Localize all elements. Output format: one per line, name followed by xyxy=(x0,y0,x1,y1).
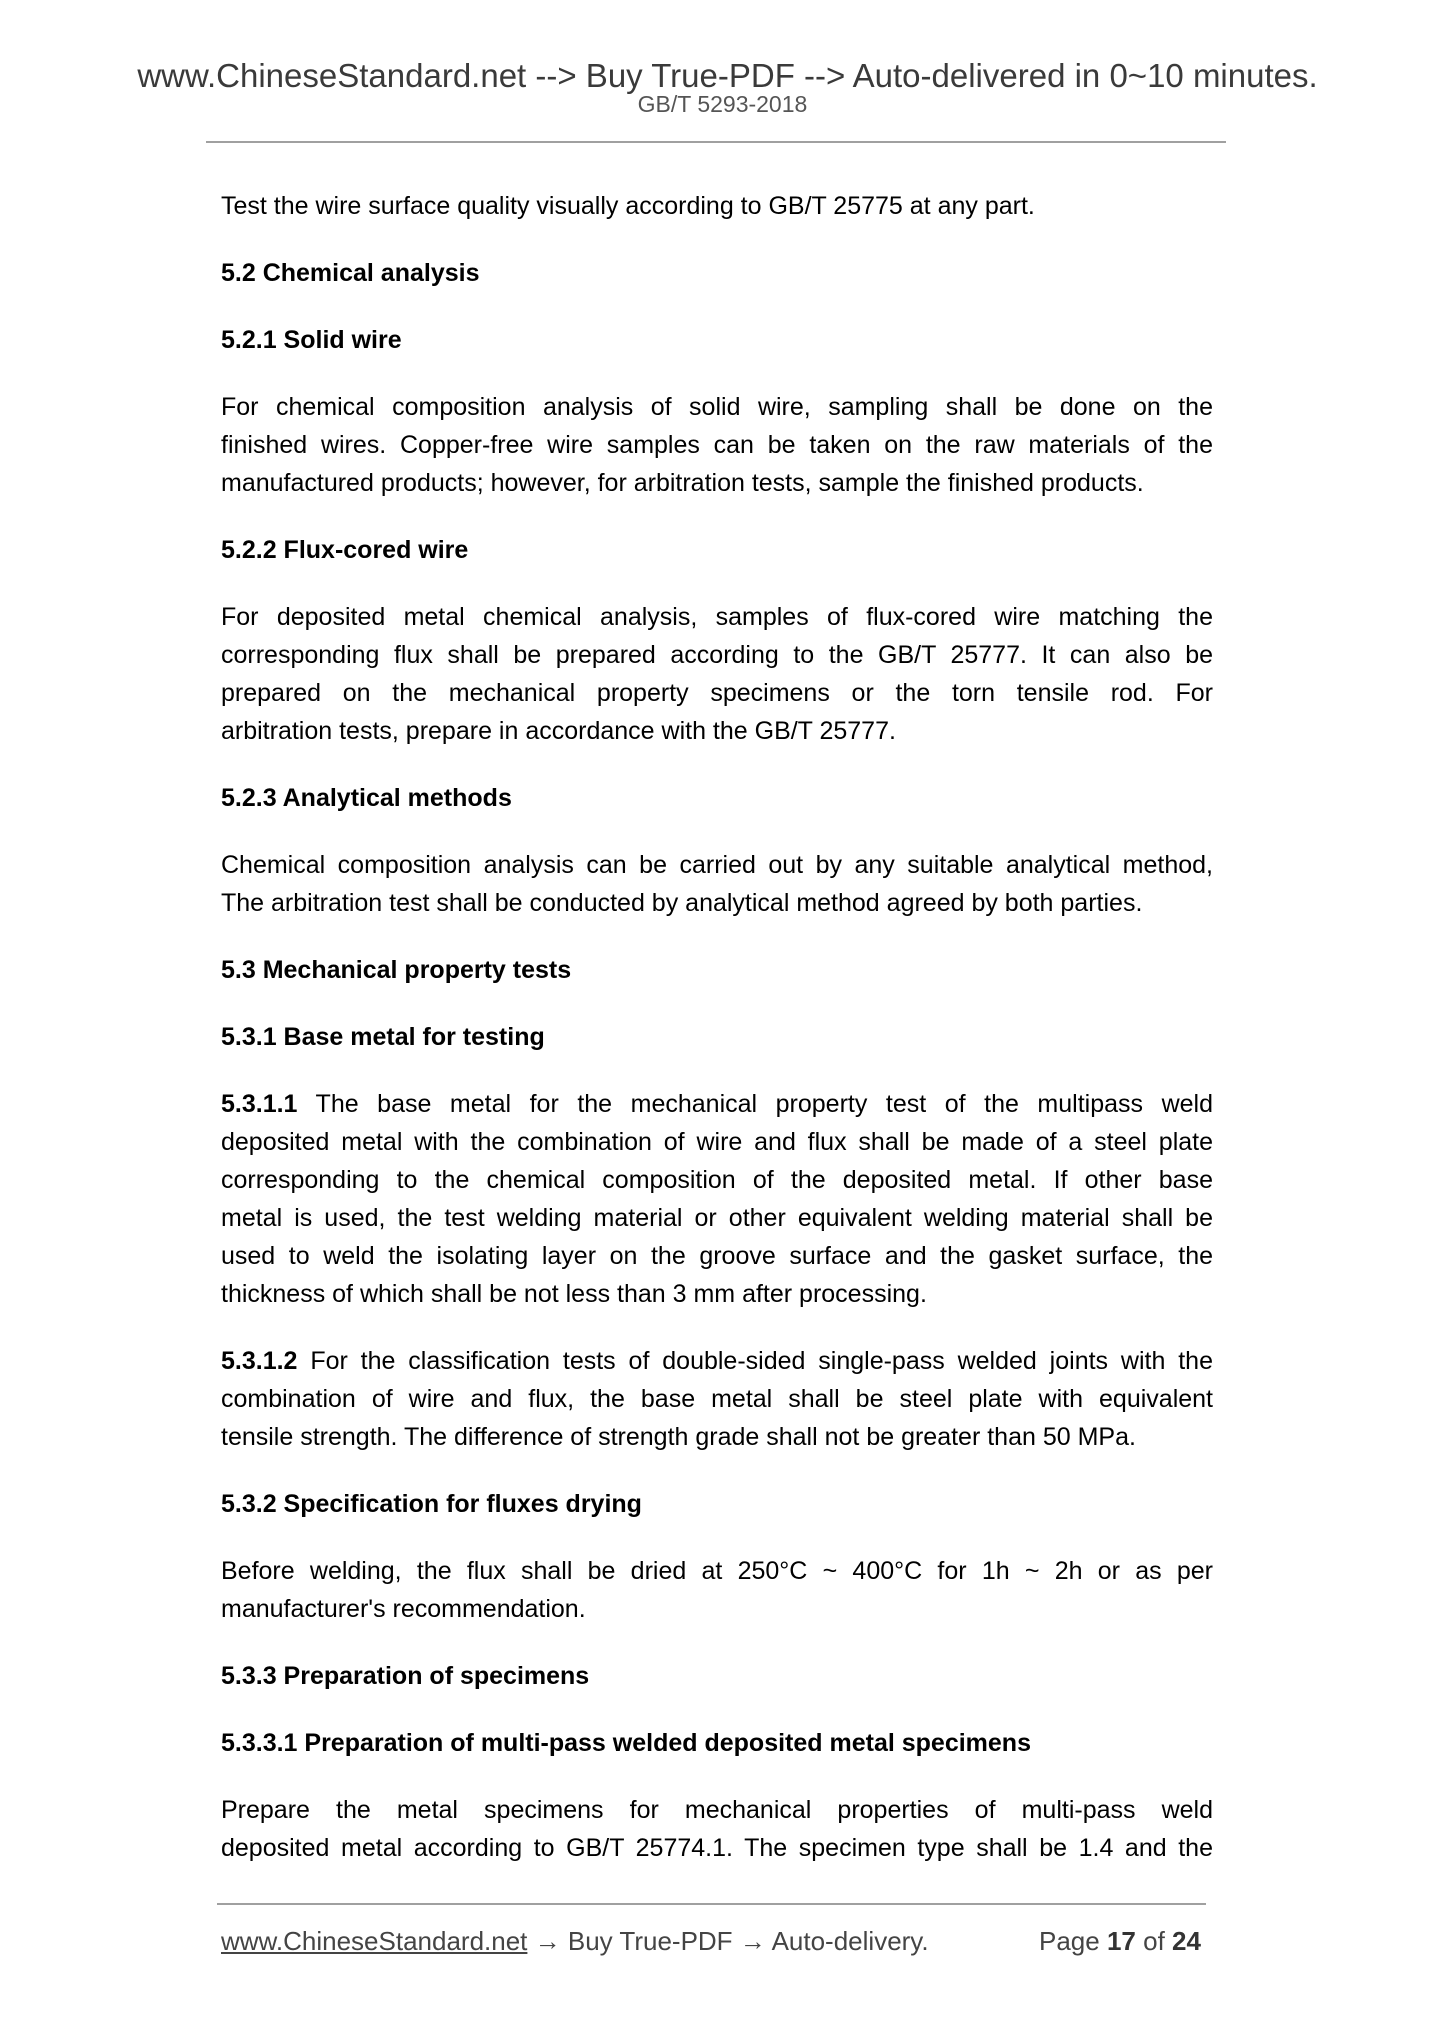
clause-text: The base metal for the mechanical property test of the multipass weld xyxy=(297,1090,1213,1118)
footer-text xyxy=(221,1926,929,1957)
paragraph-line: manufacturer's recommendation. xyxy=(221,1595,586,1623)
section-heading: 5.2.1 Solid wire xyxy=(221,326,402,354)
paragraph xyxy=(221,1791,1213,1867)
paragraph-line: deposited metal according to GB/T 25774.1. The specimen type shall be 1.4 and the xyxy=(221,1834,1213,1862)
page-number xyxy=(1039,1926,1201,1957)
section-heading: 5.3.2 Specification for fluxes drying xyxy=(221,1490,642,1518)
paragraph xyxy=(221,1342,1213,1456)
page-current: 17 xyxy=(1106,1926,1136,1956)
paragraph xyxy=(221,1552,1213,1628)
footer-link[interactable]: www.ChineseStandard.net xyxy=(221,1926,528,1956)
paragraph-line: prepared on the mechanical property specimens or the torn tensile rod. For xyxy=(221,679,1213,707)
section-heading: 5.3.3 Preparation of specimens xyxy=(221,1662,590,1690)
footer-tagline: → Buy True-PDF → Auto-delivery. xyxy=(527,1926,929,1956)
clause-number: 5.3.1.1 xyxy=(221,1090,298,1118)
paragraph-line: used to weld the isolating layer on the groove surface and the gasket surface, the xyxy=(221,1242,1213,1270)
paragraph-line: Test the wire surface quality visually according to GB/T 25775 at any part. xyxy=(221,192,1035,220)
paragraph xyxy=(221,846,1213,922)
section-heading: 5.3 Mechanical property tests xyxy=(221,956,572,984)
paragraph-line: arbitration tests, prepare in accordance with the GB/T 25777. xyxy=(221,717,896,745)
paragraph-line: corresponding flux shall be prepared according to the GB/T 25777. It can also be xyxy=(221,641,1213,669)
clause-number: 5.3.1.2 xyxy=(221,1347,298,1375)
paragraph-line: For chemical composition analysis of solid wire, sampling shall be done on the xyxy=(221,393,1213,421)
document-body xyxy=(221,187,1213,1896)
standard-code: GB/T 5293-2018 xyxy=(637,91,808,117)
paragraph-line: deposited metal with the combination of wire and flux shall be made of a steel plate xyxy=(221,1128,1213,1156)
section-heading: 5.2 Chemical analysis xyxy=(221,259,480,287)
paragraph-line: Prepare the metal specimens for mechanical properties of multi-pass weld xyxy=(221,1796,1213,1824)
paragraph-line: Chemical composition analysis can be carried out by any suitable analytical method, xyxy=(221,851,1213,879)
paragraph-line xyxy=(221,1342,1213,1380)
paragraph xyxy=(221,187,1213,225)
page-label: Page xyxy=(1039,1926,1100,1956)
section-heading: 5.2.2 Flux-cored wire xyxy=(221,536,469,564)
paragraph-line: tensile strength. The difference of strength grade shall not be greater than 50 MPa. xyxy=(221,1423,1136,1451)
paragraph xyxy=(221,598,1213,750)
paragraph-line xyxy=(221,1085,1213,1123)
paragraph-line: Before welding, the flux shall be dried at 250°C ~ 400°C for 1h ~ 2h or as per xyxy=(221,1557,1213,1585)
page-total: 24 xyxy=(1172,1926,1201,1956)
section-heading: 5.2.3 Analytical methods xyxy=(221,784,512,812)
clause-text: For the classification tests of double-sided single-pass welded joints with the xyxy=(297,1347,1213,1375)
paragraph-line: The arbitration test shall be conducted by analytical method agreed by both parties. xyxy=(221,889,1143,917)
paragraph-line: metal is used, the test welding material or other equivalent welding material shall be xyxy=(221,1204,1213,1232)
section-heading: 5.3.3.1 Preparation of multi-pass welded deposited metal specimens xyxy=(221,1729,1031,1757)
paragraph xyxy=(221,388,1213,502)
paragraph-line: manufactured products; however, for arbitration tests, sample the finished products. xyxy=(221,469,1144,497)
footer-divider xyxy=(217,1903,1206,1905)
section-heading: 5.3.1 Base metal for testing xyxy=(221,1023,545,1051)
paragraph-line: corresponding to the chemical composition of the deposited metal. If other base xyxy=(221,1166,1213,1194)
header-banner: www.ChineseStandard.net --> Buy True-PDF --> Auto-delivered in 0~10 minutes. xyxy=(137,57,1318,94)
of-label: of xyxy=(1143,1926,1165,1956)
paragraph-line: For deposited metal chemical analysis, samples of flux-cored wire matching the xyxy=(221,603,1213,631)
header-divider xyxy=(206,141,1226,143)
paragraph-line: finished wires. Copper-free wire samples can be taken on the raw materials of the xyxy=(221,431,1213,459)
paragraph-line: combination of wire and flux, the base metal shall be steel plate with equivalent xyxy=(221,1385,1213,1413)
paragraph xyxy=(221,1085,1213,1313)
paragraph-line: thickness of which shall be not less than 3 mm after processing. xyxy=(221,1280,927,1308)
